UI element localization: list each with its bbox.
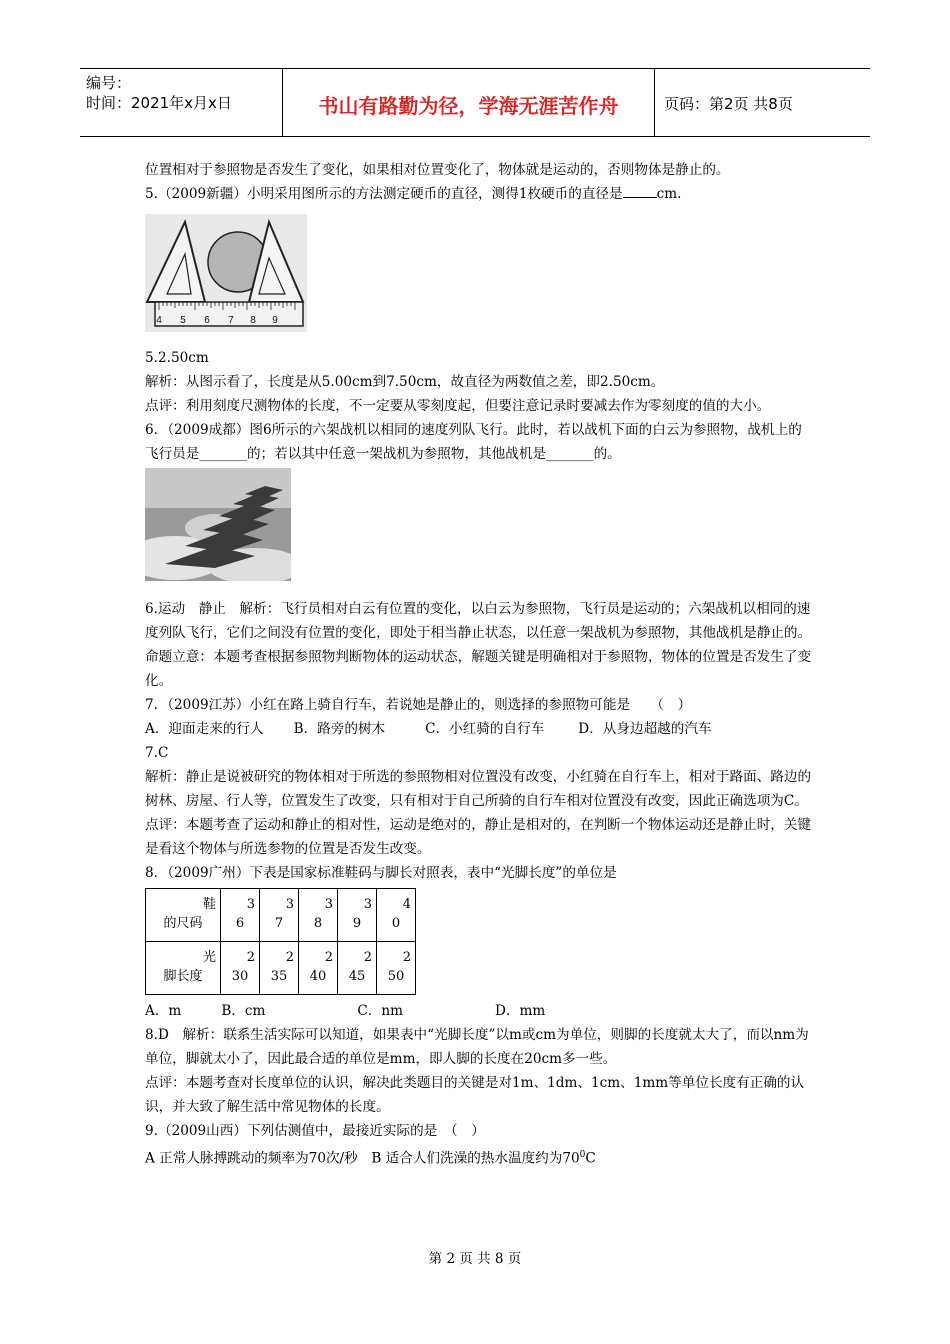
table-cell: 0 bbox=[391, 916, 401, 931]
ruler-tick-label: 7 bbox=[228, 315, 234, 326]
option-c: C．小红骑的自行车 bbox=[425, 721, 545, 737]
option-a: A．迎面走来的行人 bbox=[145, 721, 264, 737]
question-7: 7．（2009江苏）小红在路上骑自行车，若说她是静止的，则选择的参照物可能是 （ ） bbox=[145, 697, 692, 713]
degree-superscript: 0 bbox=[579, 1150, 586, 1160]
table-cell: 8 bbox=[313, 916, 323, 931]
options-9-unit: C bbox=[585, 1150, 596, 1167]
question-5-unit: cm. bbox=[656, 186, 682, 202]
header-date-label: 时间：2021年x月x日 bbox=[86, 94, 232, 112]
analysis-5: 解析：从图示看了，长度是从5.00cm到7.50cm，故直径为两数值之差，即2.50cm。 bbox=[145, 374, 665, 390]
document-header bbox=[80, 68, 870, 137]
header-divider bbox=[654, 69, 655, 136]
table-cell: 3 bbox=[246, 897, 255, 912]
table-cell: 2 bbox=[402, 950, 411, 965]
option-b: B．路旁的树木 bbox=[293, 721, 386, 737]
ruler-tick-label: 8 bbox=[250, 315, 256, 326]
options-9-text: A 正常人脉搏跳动的频率为70次/秒 B 适合人们洗澡的热水温度约为70 bbox=[145, 1150, 580, 1167]
options-9 bbox=[145, 1143, 813, 1171]
shoe-size-table bbox=[145, 888, 416, 995]
table-cell: 3 bbox=[363, 897, 372, 912]
paragraph-continuation: 位置相对于参照物是否发生了变化，如果相对位置变化了，物体就是运动的，否则物体是静止的。 bbox=[145, 162, 730, 178]
option-d: D．从身边超越的汽车 bbox=[578, 721, 712, 737]
ruler-tick-label: 5 bbox=[180, 315, 186, 326]
table-cell: 30 bbox=[231, 969, 249, 984]
header-motto: 书山有路勤为径，学海无涯苦作舟 bbox=[318, 94, 619, 118]
comment-5: 点评：利用刻度尺测物体的长度，不一定要从零刻度起，但要注意记录时要减去作为零刻度的值的大小。 bbox=[145, 398, 771, 414]
option-d: D．mm bbox=[495, 1003, 546, 1019]
header-meta bbox=[86, 73, 280, 113]
answer-5: 5.2.50cm bbox=[145, 350, 209, 366]
table-cell: 40 bbox=[309, 969, 327, 984]
table-cell: 3 bbox=[324, 897, 333, 912]
table-cell: 35 bbox=[270, 969, 288, 984]
answer-7: 7.C bbox=[145, 745, 169, 761]
table-cell: 的尺码 bbox=[163, 916, 203, 931]
table-cell: 7 bbox=[274, 916, 284, 931]
table-cell: 3 bbox=[285, 897, 294, 912]
ruler-tick-label: 9 bbox=[272, 315, 278, 326]
table-cell: 4 bbox=[402, 897, 411, 912]
question-6: 6．（2009成都）图6所示的六架战机以相同的速度列队飞行。此时，若以战机下面的白云为参照物，战机上的飞行员是_______的；若以其中任意一架战机为参照物，其他战机是_______的。 bbox=[145, 422, 802, 462]
table-cell: 9 bbox=[352, 916, 362, 931]
answer-6: 6.运动 静止 解析：飞行员相对白云有位置的变化，以白云为参照物，飞行员是运动的；六架战机以相同的速度列队飞行，它们之间没有位置的变化，即处于相当静止状态，以任意一架战机为参照物，其他战机是静止的。 bbox=[145, 601, 812, 641]
document-body bbox=[145, 158, 813, 1171]
option-b: B．cm bbox=[221, 1003, 266, 1019]
options-8 bbox=[145, 999, 813, 1023]
comment-8: 点评：本题考查对长度单位的认识，解决此类题目的关键是对1m、1dm、1cm、1mm等单位长度有正确的认识，并大致了解生活中常见物体的长度。 bbox=[145, 1075, 805, 1115]
table-row bbox=[146, 889, 416, 942]
question-5-text: 5.（2009新疆）小明采用图所示的方法测定硬币的直径，测得1枚硬币的直径是 bbox=[145, 186, 623, 202]
table-cell: 鞋 bbox=[202, 897, 216, 912]
answer-8: 8.D 解析：联系生活实际可以知道，如果表中“光脚长度”以m或cm为单位，则脚的长度就太大了，而以nm为单位，脚就太小了，因此最合适的单位是mm，即人脚的长度在20cm多一些。 bbox=[145, 1027, 809, 1067]
table-cell: 50 bbox=[387, 969, 405, 984]
table-cell: 脚长度 bbox=[163, 969, 203, 984]
table-cell: 2 bbox=[246, 950, 255, 965]
ruler-tick-label: 6 bbox=[204, 315, 210, 326]
table-cell: 6 bbox=[235, 916, 245, 931]
option-c: C．nm bbox=[357, 1003, 404, 1019]
table-cell: 2 bbox=[363, 950, 372, 965]
table-cell: 2 bbox=[285, 950, 294, 965]
answer-blank bbox=[623, 184, 657, 198]
header-page-label: 页码：第2页 共8页 bbox=[664, 95, 793, 113]
ruler-tick-label: 4 bbox=[156, 315, 162, 326]
comment-7: 点评：本题考查了运动和静止的相对性，运动是绝对的，静止是相对的，在判断一个物体运动还是静止时，关键是看这个物体与所选参物的位置是否发生改变。 bbox=[145, 817, 812, 857]
table-cell: 光 bbox=[202, 950, 216, 965]
intent-6: 命题立意：本题考查根据参照物判断物体的运动状态，解题关键是明确相对于参照物，物体的位置是否发生了变化。 bbox=[145, 649, 812, 689]
option-a: A．m bbox=[145, 1003, 182, 1019]
table-cell: 2 bbox=[324, 950, 333, 965]
question-9: 9.（2009山西）下列估测值中，最接近实际的是 （ ） bbox=[145, 1123, 485, 1139]
question-8: 8．（2009广州）下表是国家标准鞋码与脚长对照表，表中“光脚长度”的单位是 bbox=[145, 865, 617, 881]
coin-ruler-figure bbox=[145, 214, 307, 332]
table-cell: 45 bbox=[348, 969, 366, 984]
jet-formation-photo bbox=[145, 468, 291, 581]
options-7 bbox=[145, 717, 813, 741]
analysis-7: 解析：静止是说被研究的物体相对于所选的参照物相对位置没有改变，小红骑在自行车上，相对于路面、路边的树林、房屋、行人等，位置发生了改变，只有相对于自己所骑的自行车相对位置没有改变，因此正确选项为C。 bbox=[145, 769, 812, 809]
page-footer: 第 2 页 共 8 页 bbox=[428, 1251, 522, 1267]
question-5 bbox=[145, 182, 813, 206]
header-number-label: 编号： bbox=[86, 74, 132, 92]
table-row bbox=[146, 942, 416, 995]
